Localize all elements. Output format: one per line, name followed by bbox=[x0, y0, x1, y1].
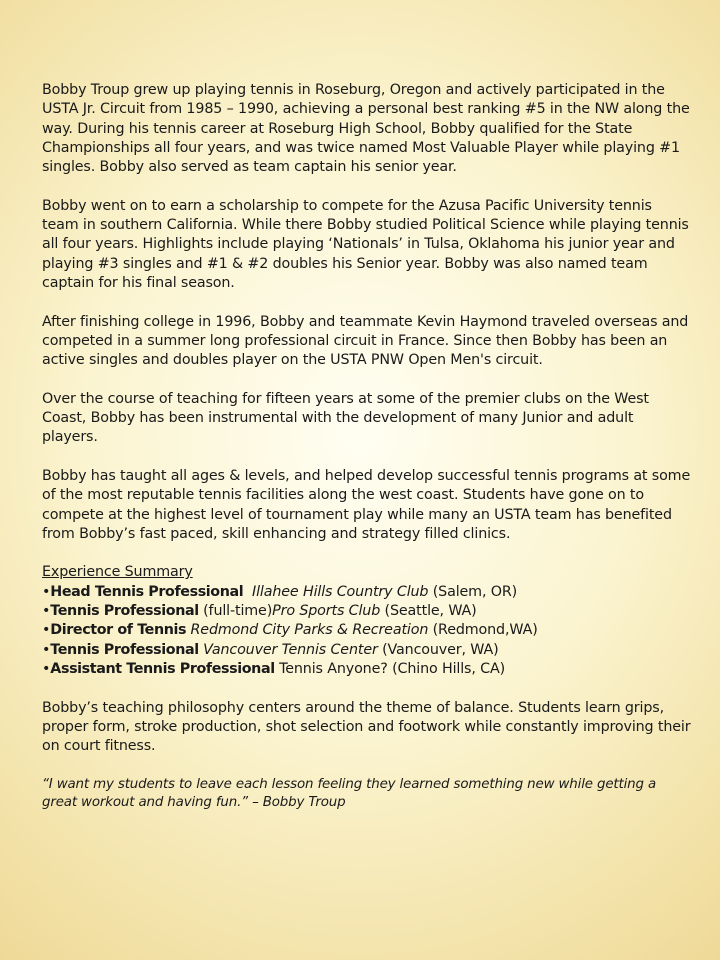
experience-list bbox=[42, 583, 692, 679]
experience-location: (Redmond,WA) bbox=[428, 622, 538, 639]
experience-place: Vancouver Tennis Center bbox=[203, 641, 378, 658]
experience-role: Tennis Professional bbox=[50, 641, 199, 658]
experience-place: Redmond City Parks & Recreation bbox=[190, 622, 429, 639]
experience-location: Tennis Anyone? (Chino Hills, CA) bbox=[274, 660, 506, 677]
bio-paragraph-teaching: Over the course of teaching for fifteen years at some of the premier clubs on the West Coast, Bobby has been instrumental with the development of many Junior and adult players. bbox=[42, 390, 649, 446]
experience-item bbox=[42, 602, 692, 621]
experience-role: Head Tennis Professional bbox=[50, 583, 244, 600]
experience-item bbox=[42, 621, 692, 640]
bullet-icon: • bbox=[42, 641, 51, 658]
experience-item bbox=[42, 641, 692, 660]
experience-note: (full-time) bbox=[198, 603, 273, 620]
philosophy-paragraph: Bobby’s teaching philosophy centers around the theme of balance. Students learn grips, proper form, stroke production, shot selection and footwork while constantly improving their on court fitness. bbox=[42, 699, 691, 755]
experience-item bbox=[42, 583, 692, 602]
experience-item bbox=[42, 660, 692, 679]
experience-location: (Seattle, WA) bbox=[380, 603, 477, 620]
bio-paragraph-programs: Bobby has taught all ages & levels, and helped develop successful tennis programs at some of the most reputable tennis facilities along the west coast. Students have gone on to compete at the highest level of tournament play while many an USTA team has benefited from Bobby’s fast paced, skill enhancing and strategy filled clinics. bbox=[42, 467, 691, 542]
bullet-icon: • bbox=[42, 660, 51, 677]
experience-location: (Salem, OR) bbox=[428, 583, 518, 600]
experience-role: Tennis Professional bbox=[50, 603, 199, 620]
bio-paragraph-pro-circuit: After finishing college in 1996, Bobby and teammate Kevin Haymond traveled overseas and competed in a summer long professional circuit in France. Since then Bobby has been an active singles and doubles player on the USTA PNW Open Men's circuit. bbox=[42, 313, 689, 369]
experience-location: (Vancouver, WA) bbox=[377, 641, 499, 658]
experience-place: Pro Sports Club bbox=[272, 603, 381, 620]
bio-text-box bbox=[42, 81, 692, 813]
bio-paragraph-early-years: Bobby Troup grew up playing tennis in Roseburg, Oregon and actively participated in the USTA Jr. Circuit from 1985 – 1990, achieving a personal best ranking #5 in the NW along the way. During his tennis career at Roseburg High School, Bobby qualified for the State Championships all four years, and was twice named Most Valuable Player while playing #1 singles. Bobby also served as team captain his senior year. bbox=[42, 82, 690, 176]
experience-place: Illahee Hills Country Club bbox=[252, 583, 429, 600]
experience-role: Director of Tennis bbox=[50, 622, 187, 639]
bullet-icon: • bbox=[42, 583, 51, 600]
experience-role: Assistant Tennis Professional bbox=[50, 660, 275, 677]
bullet-icon: • bbox=[42, 622, 51, 639]
testimonial-quote: “I want my students to leave each lesson feeling they learned something new while getting a great workout and having fun.” – Bobby Troup bbox=[42, 776, 657, 811]
bullet-icon: • bbox=[42, 603, 51, 620]
bio-paragraph-college: Bobby went on to earn a scholarship to compete for the Azusa Pacific University tennis team in southern California. While there Bobby studied Political Science while playing tennis all four years. Highlights include playing ‘Nationals’ in Tulsa, Oklahoma his junior year and playing #3 singles and #1 & #2 doubles his Senior year. Bobby was also named team captain for his final season. bbox=[42, 197, 689, 291]
experience-summary-heading: Experience Summary bbox=[42, 564, 193, 581]
